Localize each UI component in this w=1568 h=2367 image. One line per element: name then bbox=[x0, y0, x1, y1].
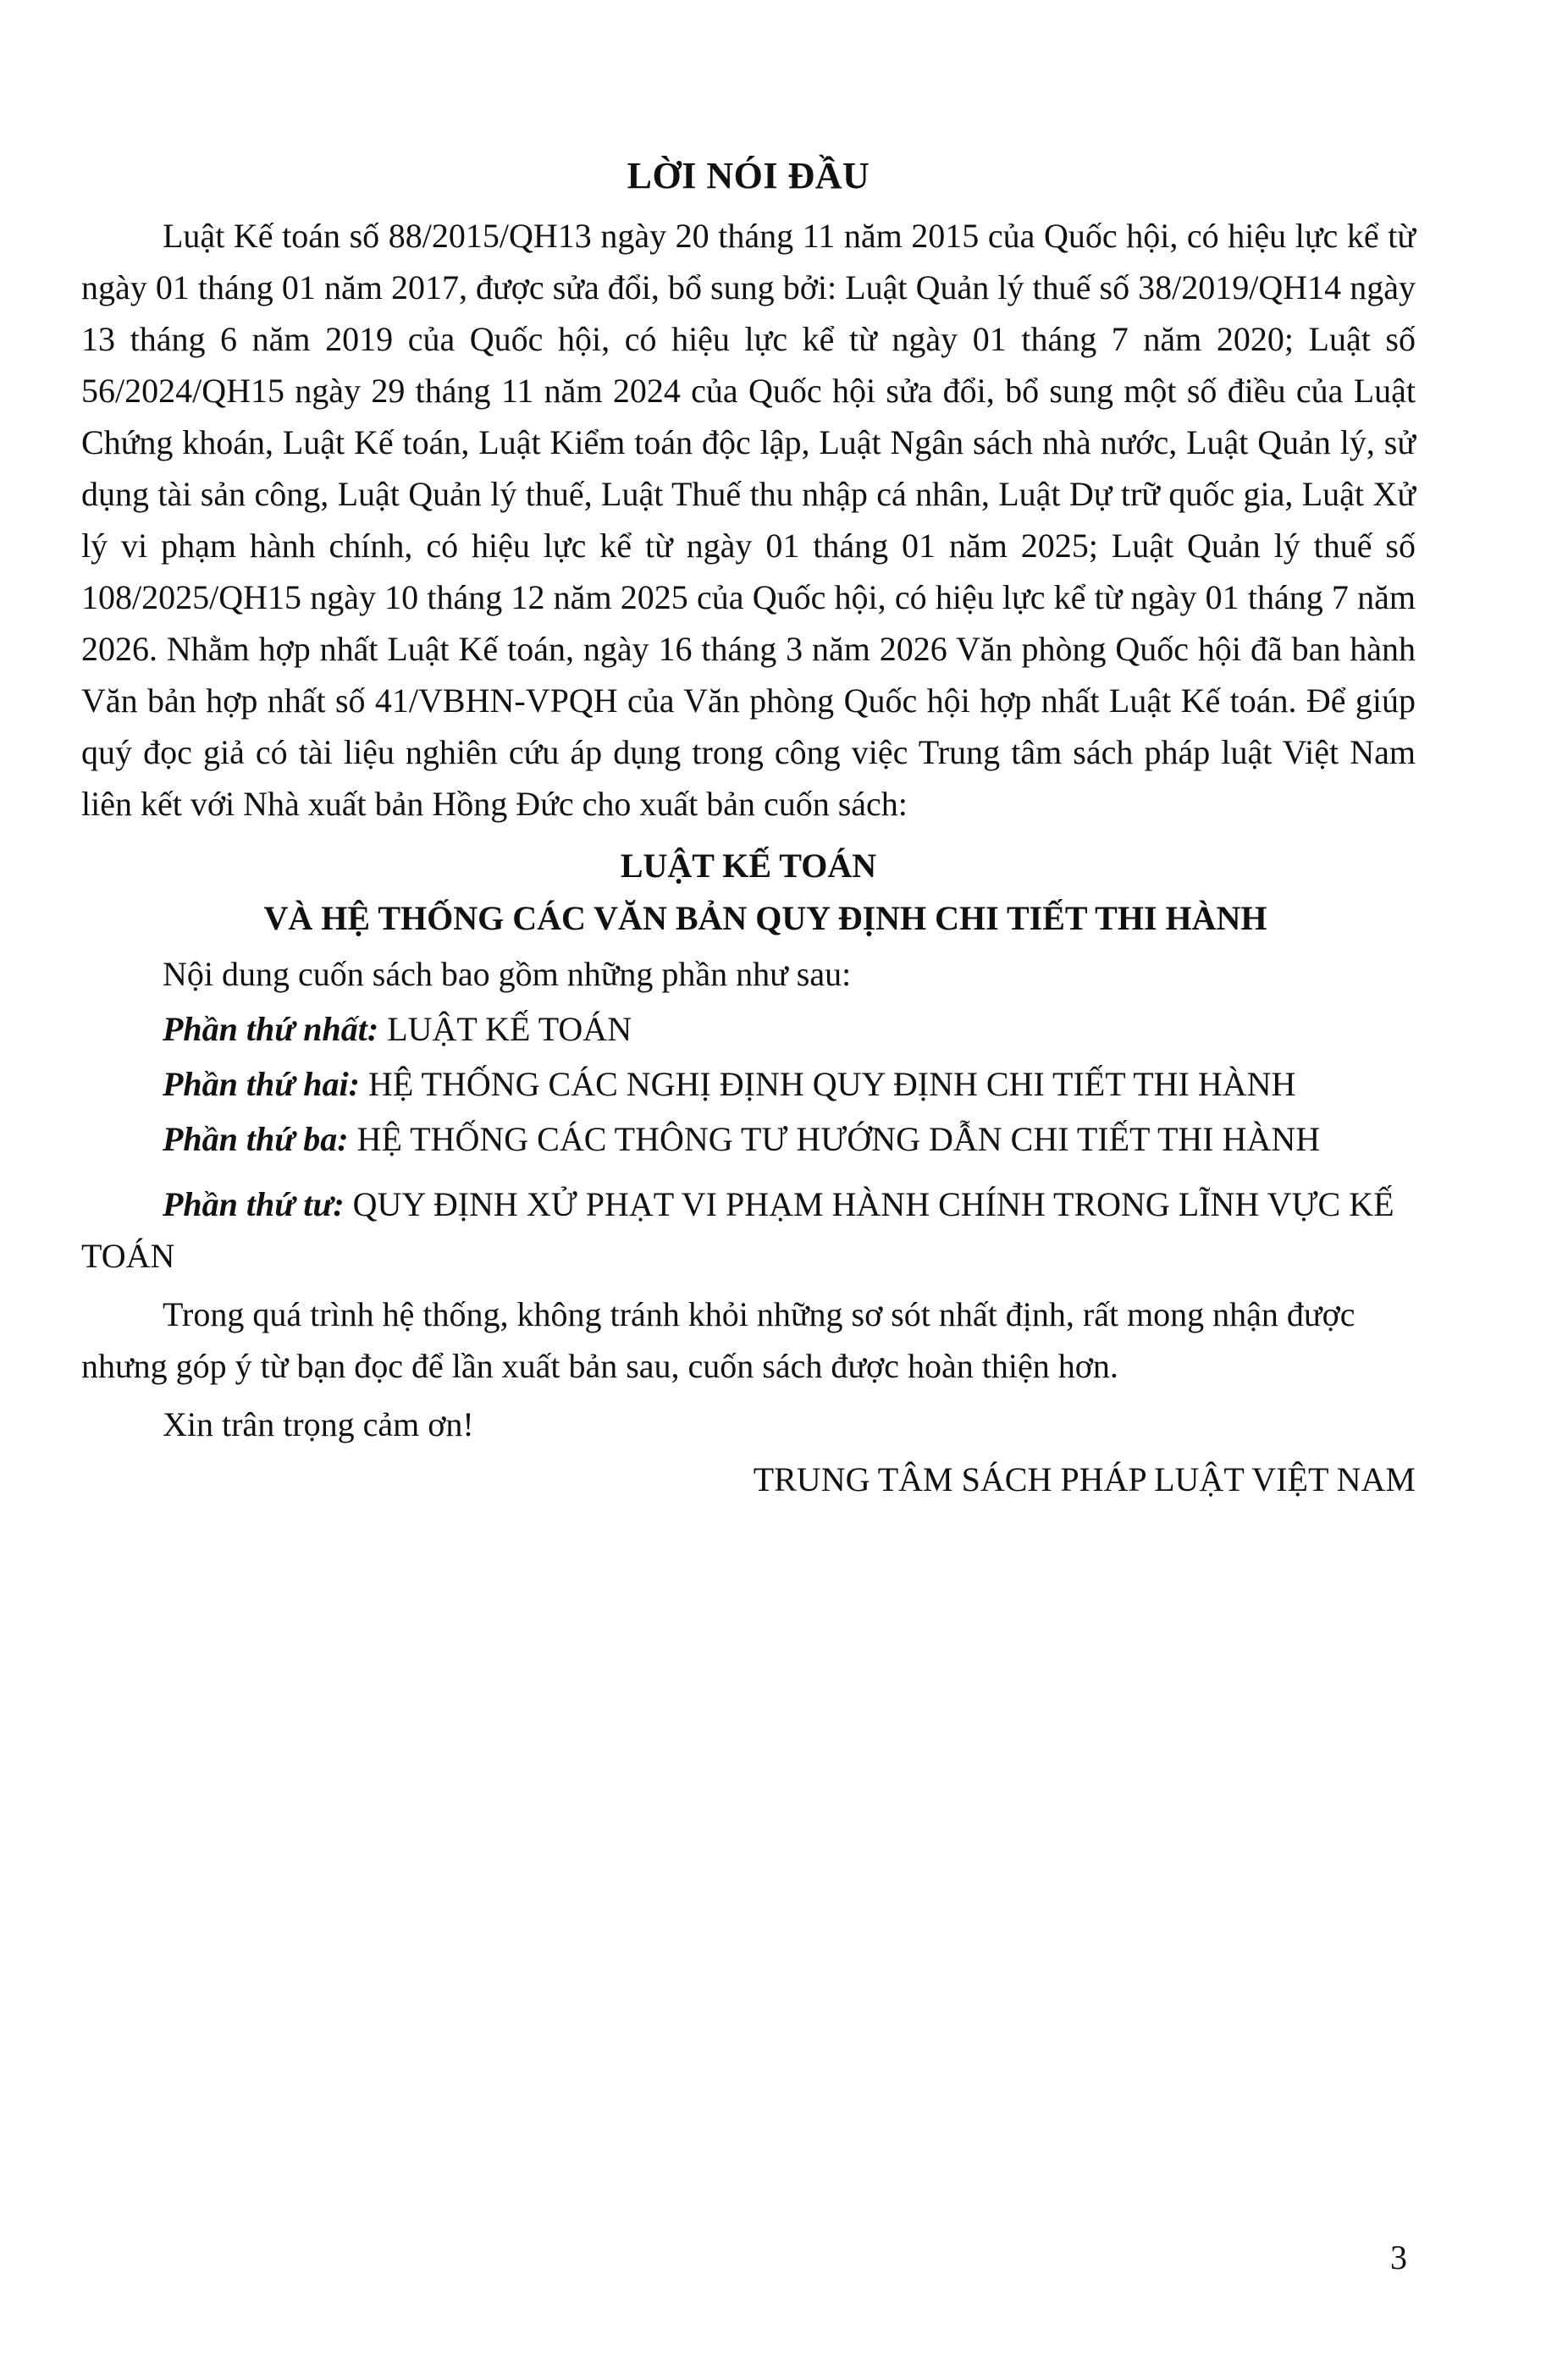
part-label: Phần thứ tư: bbox=[163, 1185, 345, 1223]
part-item bbox=[81, 1058, 1416, 1110]
signature: TRUNG TÂM SÁCH PHÁP LUẬT VIỆT NAM bbox=[753, 1460, 1416, 1498]
part-label: Phần thứ hai: bbox=[163, 1065, 360, 1103]
part-text: HỆ THỐNG CÁC THÔNG TƯ HƯỚNG DẪN CHI TIẾT THI HÀNH bbox=[348, 1120, 1321, 1158]
part-item bbox=[81, 1003, 1416, 1055]
part-label: Phần thứ ba: bbox=[163, 1120, 349, 1158]
intro-paragraph: Luật Kế toán số 88/2015/QH13 ngày 20 tháng 11 năm 2015 của Quốc hội, có hiệu lực kể từ ngày 01 tháng 01 năm 2017, được sửa đổi, bổ sung bởi: Luật Quản lý thuế số 38/2019/QH14 ngày 13 tháng 6 năm 2019 của Quốc hội, có hiệu lực kể từ ngày 01 tháng 7 năm 2020; Luật số 56/2024/QH15 ngày 29 tháng 11 năm 2024 của Quốc hội sửa đổi, bổ sung một số điều của Luật Chứng khoán, Luật Kế toán, Luật Kiểm toán độc lập, Luật Ngân sách nhà nước, Luật Quản lý, sử dụng tài sản công, Luật Quản lý thuế, Luật Thuế thu nhập cá nhân, Luật Dự trữ quốc gia, Luật Xử lý vi phạm hành chính, có hiệu lực kể từ ngày 01 tháng 01 năm 2025; Luật Quản lý thuế số 108/2025/QH15 ngày 10 tháng 12 năm 2025 của Quốc hội, có hiệu lực kể từ ngày 01 tháng 7 năm 2026. Nhằm hợp nhất Luật Kế toán, ngày 16 tháng 3 năm 2026 Văn phòng Quốc hội đã ban hành Văn bản hợp nhất số 41/VBHN-VPQH của Văn phòng Quốc hội hợp nhất Luật Kế toán. Để giúp quý đọc giả có tài liệu nghiên cứu áp dụng trong công việc Trung tâm sách pháp luật Việt Nam liên kết với Nhà xuất bản Hồng Đức cho xuất bản cuốn sách: bbox=[81, 217, 1416, 823]
book-title: LUẬT KẾ TOÁN bbox=[620, 847, 877, 885]
page-number: 3 bbox=[1390, 2238, 1407, 2276]
thanks-line: Xin trân trọng cảm ơn! bbox=[163, 1405, 474, 1443]
part-text: LUẬT KẾ TOÁN bbox=[378, 1010, 632, 1048]
contents-intro: Nội dung cuốn sách bao gồm những phần như sau: bbox=[163, 955, 852, 993]
part-label: Phần thứ nhất: bbox=[163, 1010, 379, 1048]
closing-paragraph: Trong quá trình hệ thống, không tránh khỏi những sơ sót nhất định, rất mong nhận được nhưng góp ý từ bạn đọc để lần xuất bản sau, cuốn sách được hoàn thiện hơn. bbox=[81, 1295, 1355, 1385]
book-subtitle: VÀ HỆ THỐNG CÁC VĂN BẢN QUY ĐỊNH CHI TIẾT THI HÀNH bbox=[263, 899, 1267, 937]
part-item bbox=[81, 1178, 1416, 1282]
part-item bbox=[81, 1113, 1416, 1165]
part-text: QUY ĐỊNH XỬ PHẠT VI PHẠM HÀNH CHÍNH TRONG LĨNH VỰC KẾ TOÁN bbox=[81, 1185, 1394, 1275]
part-text: HỆ THỐNG CÁC NGHỊ ĐỊNH QUY ĐỊNH CHI TIẾT THI HÀNH bbox=[359, 1065, 1296, 1103]
page-heading: LỜI NÓI ĐẦU bbox=[627, 155, 870, 196]
